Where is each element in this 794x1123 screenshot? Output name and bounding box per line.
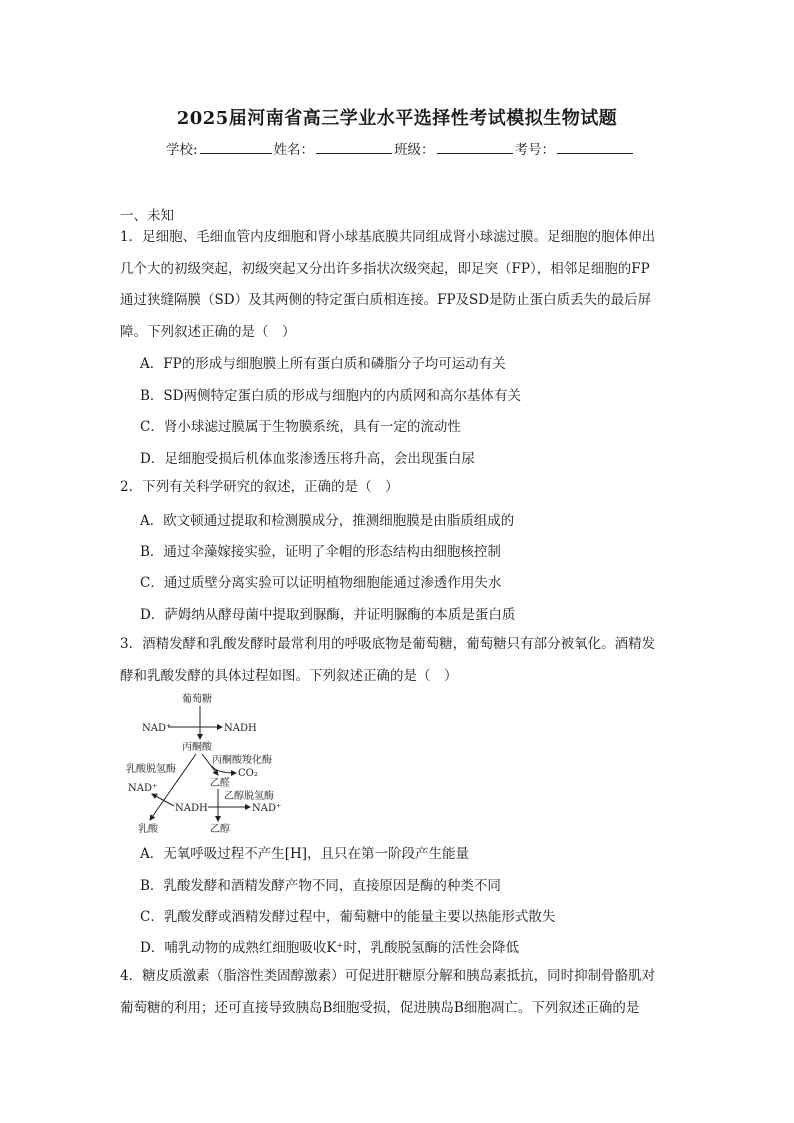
section-heading: 一、未知	[120, 208, 174, 224]
acetaldehyde-label: 乙醛	[210, 778, 230, 789]
question-3-option-a: A．无氧呼吸过程不产生[H]，且只在第一阶段产生能量	[140, 846, 470, 862]
nad-right-label: NAD⁺	[252, 803, 282, 814]
fermentation-pathway-diagram	[120, 690, 300, 836]
question-3-stem	[120, 629, 680, 692]
name-blank[interactable]	[316, 139, 392, 154]
stem-line: 几个大的初级突起，初级突起又分出许多指状次级突起，即足突（FP），相邻足细胞的FP	[120, 260, 650, 277]
ldh-label: 乳酸脱氢酶	[126, 764, 176, 775]
question-2-option-c: C．通过质壁分离实验可以证明植物细胞能通过渗透作用失水	[140, 575, 502, 591]
stem-line: 3．酒精发酵和乳酸发酵时最常利用的呼吸底物是葡萄糖，葡萄糖只有部分被氧化。酒精发	[120, 636, 656, 652]
name-label: 姓名：	[273, 142, 315, 158]
pyruvate-label: 丙酮酸	[182, 742, 212, 753]
stem-line: 2．下列有关科学研究的叙述，正确的是（ ）	[120, 479, 399, 495]
nadh-mid-label: NADH	[175, 803, 208, 814]
number-label: 考号：	[514, 142, 556, 158]
question-3-option-c: C．乳酸发酵或酒精发酵过程中，葡萄糖中的能量主要以热能形式散失	[140, 909, 556, 925]
question-2-option-d: D．萨姆纳从酵母菌中提取到脲酶，并证明脲酶的本质是蛋白质	[140, 607, 516, 623]
pdc-label: 丙酮酸羧化酶	[212, 755, 272, 766]
page-title: 2025届河南省高三学业水平选择性考试模拟生物试题	[176, 108, 618, 129]
nad-left-label: NAD⁺	[128, 783, 158, 794]
school-label: 学校:	[166, 142, 198, 158]
question-3-option-d: D．哺乳动物的成熟红细胞吸收K⁺时，乳酸脱氢酶的活性会降低	[140, 940, 520, 956]
question-1-option-d: D．足细胞受损后机体血浆渗透压将升高，会出现蛋白尿	[140, 451, 475, 467]
nadh-to-nad-left-arrow	[152, 794, 174, 806]
question-2-option-a: A．欧文顿通过提取和检测膜成分，推测细胞膜是由脂质组成的	[140, 513, 515, 529]
question-1-option-b: B．SD两侧特定蛋白质的形成与细胞内的内质网和高尔基体有关	[140, 388, 521, 404]
question-3-option-b: B．乳酸发酵和酒精发酵产物不同，直接原因是酶的种类不同	[140, 878, 501, 894]
stem-line: 通过狭缝隔膜（SD）及其两侧的特定蛋白质相连接。FP及SD是防止蛋白质丢失的最后屏	[120, 292, 652, 308]
stem-line: 1．足细胞、毛细血管内皮细胞和肾小球基底膜共同组成肾小球滤过膜。足细胞的胞体伸出	[120, 229, 656, 245]
co2-label: CO₂	[238, 768, 258, 779]
student-info-fields	[166, 138, 635, 158]
school-blank[interactable]	[200, 139, 272, 154]
question-1-stem	[120, 222, 680, 348]
question-4-stem	[120, 961, 680, 1024]
stem-line: 障。下列叙述正确的是（ ）	[120, 323, 296, 340]
number-blank[interactable]	[557, 139, 633, 154]
class-blank[interactable]	[437, 139, 513, 154]
nadh-out-label: NADH	[224, 723, 257, 734]
class-label: 班级：	[394, 142, 435, 158]
stem-line: 4．糖皮质激素（脂溶性类固醇激素）可促进肝糖原分解和胰岛素抵抗，同时抑制骨骼肌对	[120, 968, 656, 984]
lactate-label: 乳酸	[138, 824, 158, 835]
question-2-stem	[120, 472, 680, 504]
stem-line: 酵和乳酸发酵的具体过程如图。下列叙述正确的是（ ）	[120, 667, 458, 684]
question-1-option-a: A．FP的形成与细胞膜上所有蛋白质和磷脂分子均可运动有关	[140, 356, 506, 372]
glucose-label: 葡萄糖	[182, 694, 212, 705]
ethanol-label: 乙醇	[210, 824, 230, 835]
question-1-option-c: C．肾小球滤过膜属于生物膜系统，具有一定的流动性	[140, 419, 461, 435]
stem-line: 葡萄糖的利用；还可直接导致胰岛B细胞受损，促进胰岛B细胞凋亡。下列叙述正确的是	[120, 999, 640, 1016]
nad-in-label: NAD⁺	[142, 723, 172, 734]
adh-label: 乙醇脱氢酶	[224, 791, 274, 802]
question-2-option-b: B．通过伞藻嫁接实验，证明了伞帽的形态结构由细胞核控制	[140, 544, 501, 560]
